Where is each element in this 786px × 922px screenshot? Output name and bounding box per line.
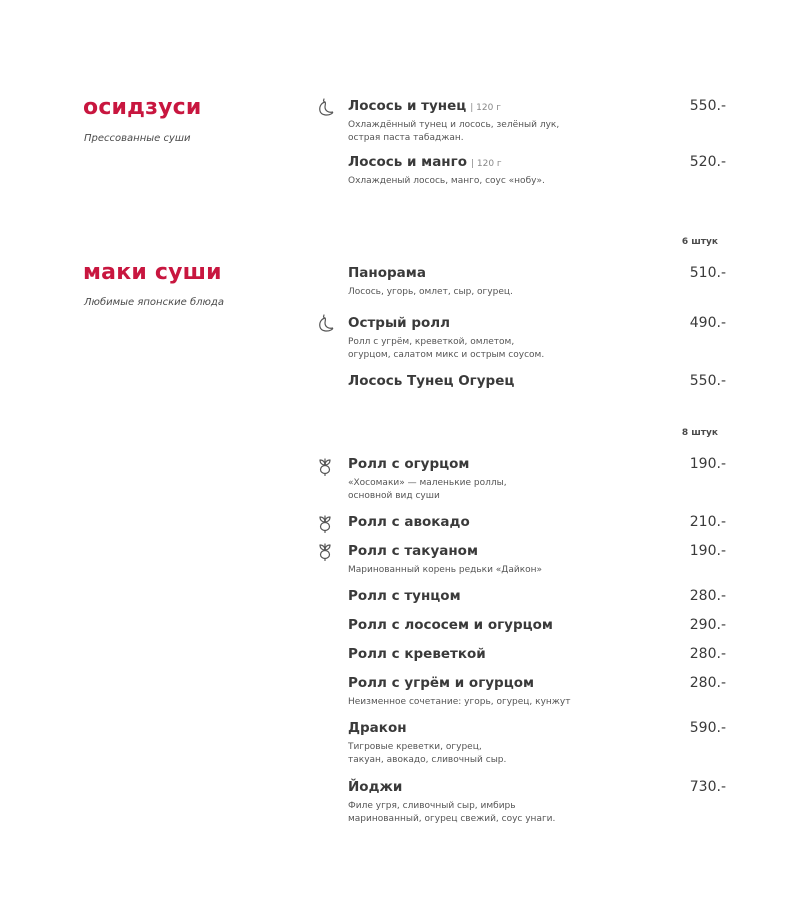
item-name: Лосось и манго | 120 г bbox=[348, 154, 502, 170]
item-price: 550.- bbox=[689, 98, 726, 114]
item-description: Охлаждённый тунец и лосось, зелёный лук, острая паста табаджан. bbox=[348, 120, 560, 143]
menu-item bbox=[348, 373, 726, 389]
item-name: Ролл с угрём и огурцом bbox=[348, 675, 535, 691]
item-price: 280.- bbox=[689, 646, 726, 662]
item-price: 520.- bbox=[689, 154, 726, 170]
item-name: Дракон bbox=[348, 720, 407, 736]
item-name: Лосось Тунец Огурец bbox=[348, 373, 515, 389]
item-description: «Хосомаки» — маленькие роллы, основной вид суши bbox=[348, 478, 507, 501]
menu-item bbox=[348, 514, 726, 530]
item-description: Маринованный корень редьки «Дайкон» bbox=[348, 565, 543, 575]
item-name: Панорама bbox=[348, 265, 426, 281]
item-name: Ролл с авокадо bbox=[348, 514, 470, 530]
item-price: 490.- bbox=[689, 315, 726, 331]
section-subtitle-oshizushi: Прессованные суши bbox=[84, 133, 191, 144]
item-price: 280.- bbox=[689, 675, 726, 691]
item-price: 280.- bbox=[689, 588, 726, 604]
item-description: Лосось, угорь, омлет, сыр, огурец. bbox=[348, 287, 513, 297]
menu-item bbox=[348, 675, 726, 709]
menu-item bbox=[348, 720, 726, 767]
menu-item bbox=[348, 646, 726, 662]
menu-item bbox=[348, 588, 726, 604]
item-description: Неизменное сочетание: угорь, огурец, кунжут bbox=[348, 697, 571, 707]
item-name: Йоджи bbox=[348, 779, 403, 795]
item-price: 290.- bbox=[689, 617, 726, 633]
item-price: 210.- bbox=[689, 514, 726, 530]
section-title-oshizushi: осидзуси bbox=[83, 95, 202, 120]
item-description: Тигровые креветки, огурец, такуан, авокадо, сливочный сыр. bbox=[348, 742, 507, 765]
item-description: Ролл с угрём, креветкой, омлетом, огурцом, салатом микс и острым соусом. bbox=[348, 337, 545, 360]
menu-item bbox=[348, 543, 726, 577]
vegetarian-radish-icon bbox=[315, 539, 335, 561]
item-price: 590.- bbox=[689, 720, 726, 736]
item-price: 550.- bbox=[689, 373, 726, 389]
item-name: Лосось и тунец | 120 г bbox=[348, 98, 501, 114]
item-description: Филе угря, сливочный сыр, имбирь маринованный, огурец свежий, соус унаги. bbox=[348, 801, 556, 824]
item-description: Охлажденый лосось, манго, соус «нобу». bbox=[348, 176, 545, 186]
menu-item bbox=[348, 617, 726, 633]
item-weight: | 120 г bbox=[470, 159, 502, 169]
vegetarian-radish-icon bbox=[315, 511, 335, 533]
spicy-pepper-icon bbox=[315, 312, 335, 334]
spicy-pepper-icon bbox=[315, 96, 335, 118]
item-price: 730.- bbox=[689, 779, 726, 795]
vegetarian-radish-icon bbox=[315, 454, 335, 476]
item-name: Ролл с тунцом bbox=[348, 588, 461, 604]
menu-item bbox=[348, 265, 726, 299]
item-price: 510.- bbox=[689, 265, 726, 281]
item-name: Острый ролл bbox=[348, 315, 451, 331]
item-name: Ролл с огурцом bbox=[348, 456, 470, 472]
item-price: 190.- bbox=[689, 543, 726, 559]
portion-label-6: 6 штук bbox=[681, 237, 718, 247]
menu-item bbox=[348, 98, 726, 145]
item-name: Ролл с лососем и огурцом bbox=[348, 617, 553, 633]
menu-item bbox=[348, 154, 726, 188]
item-price: 190.- bbox=[689, 456, 726, 472]
portion-label-8: 8 штук bbox=[681, 428, 718, 438]
menu-item bbox=[348, 315, 726, 362]
menu-item bbox=[348, 456, 726, 503]
section-subtitle-maki: Любимые японские блюда bbox=[84, 297, 224, 308]
item-name: Ролл с креветкой bbox=[348, 646, 486, 662]
menu-item bbox=[348, 779, 726, 826]
section-title-maki: маки суши bbox=[83, 260, 222, 285]
item-weight: | 120 г bbox=[470, 103, 501, 113]
item-name: Ролл с такуаном bbox=[348, 543, 478, 559]
